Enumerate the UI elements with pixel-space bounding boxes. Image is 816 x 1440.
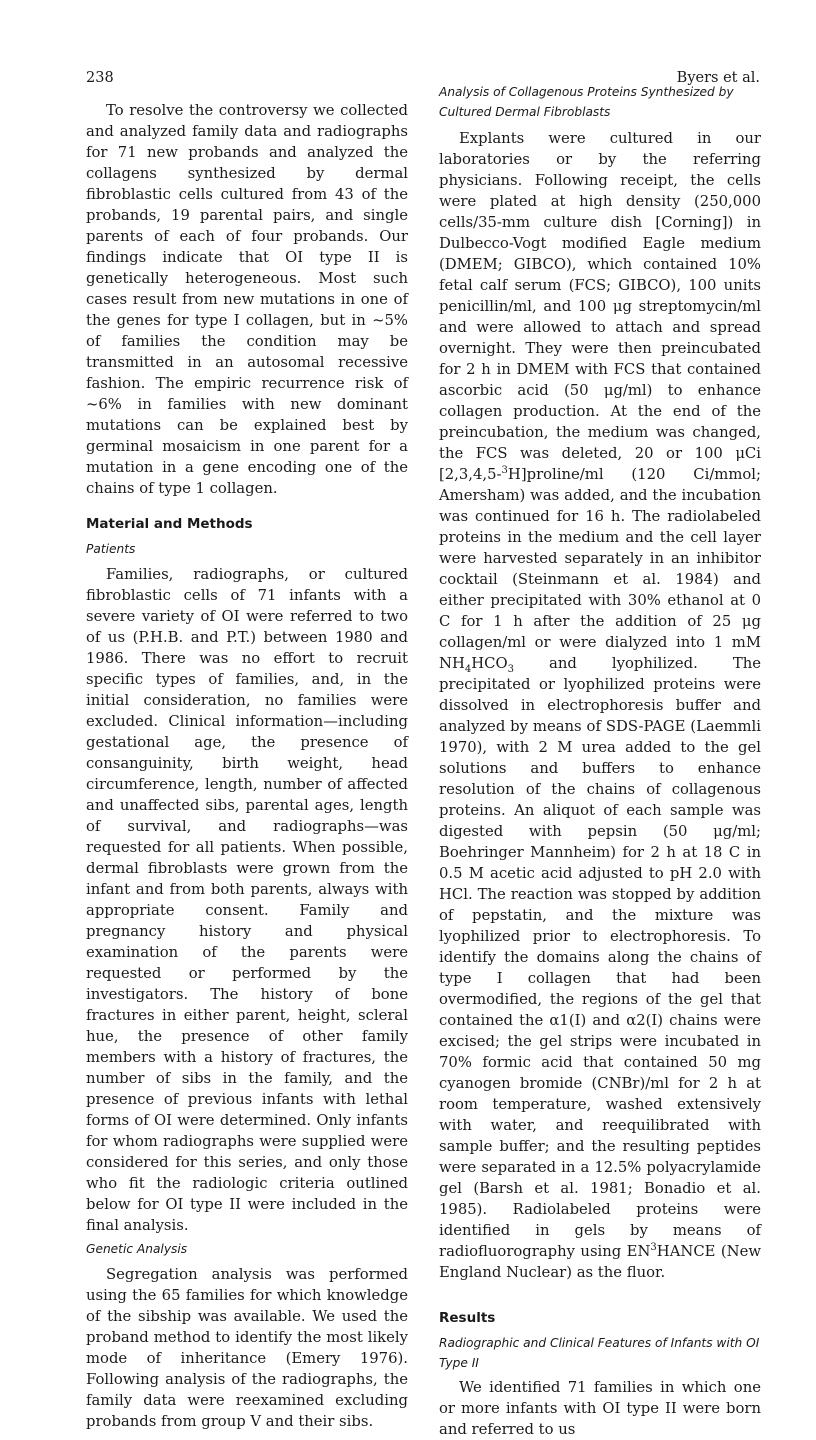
intro-paragraph: To resolve the controversy we collected and analyzed family data and radiographs for 71 new probands and analyzed the collagens synthesized by dermal fibroblastic cells cultured from 43 of the probands, 19 parental pairs, and single parents of each of four probands. Our findings indicate that OI type II is genetically heterogeneous. Most such cases result from new mutations in one of the genes for type I collagen, but in ~5% of families the condition may be transmitted in an autosomal recessive fashion. The empiric recurrence risk of ~6% in families with new dominant mutations can be explained best by germinal mosaicism in one parent for a mutation in a gene encoding one of the chains of type 1 collagen.	[86, 102, 408, 497]
subscript-3: 3	[507, 663, 514, 675]
superscript-3h: 3	[501, 465, 508, 477]
text-segment: H]proline/ml (120 Ci/mmol; Amersham) was added, and the incubation was continued for 16 h. The radiolabeled proteins in the medium and the cell layer were harvested separately in an inhibitor cocktail (Steinmann et al. 1984) and either precipitated with 30% ethanol at 0 C for 1 h after the addition of 25 μg collagen/ml or were dialyzed into 1 mM NH	[439, 466, 761, 672]
page-number: 238	[86, 70, 114, 86]
text-segment: HCO	[471, 655, 508, 672]
results-paragraph: We identified 71 families in which one or more infants with OI type II were born and referred to us	[439, 1379, 761, 1438]
section-heading-material-methods: Material and Methods	[86, 516, 253, 532]
patients-paragraph: Families, radiographs, or cultured fibroblastic cells of 71 infants with a severe variety of OI were referred to two of us (P.H.B. and P.T.) between 1980 and 1986. There was no effort to recruit specific types of families, and, in the initial consideration, no families were excluded. Clinical information—including gestational age, the presence of consanguinity, birth weight, head circumference, length, number of affected and unaffected sibs, parental ages, length of survival, and radiographs—was requested for all patients. When possible, dermal fibroblasts were grown from the infant and from both parents, always with appropriate consent. Family and pregnancy history and physical examination of the parents were requested or performed by the investigators. The history of bone fractures in either parent, height, scleral hue, the presence of other family members with a history of fractures, the number of sibs in the family, and the presence of previous infants with lethal forms of OI were determined. Only infants for whom radiographs were supplied were considered for this series, and only those who fit the radiologic criteria outlined below for OI type II were included in the final analysis.	[86, 566, 408, 1234]
subheading-genetic-analysis: Genetic Analysis	[86, 1242, 188, 1256]
subheading-patients: Patients	[86, 542, 136, 556]
running-head-authors: Byers et al.	[676, 70, 760, 86]
superscript-en3: 3	[650, 1242, 657, 1254]
genetic-analysis-paragraph: Segregation analysis was performed using the 65 families for which knowledge of the sibship was available. We used the proband method to identify the most likely mode of inheritance (Emery 1976). Following analysis of the radiographs, the family data were reexamined excluding probands from group V and their sibs.	[86, 1266, 408, 1430]
subheading-radiographic-features: Radiographic and Clinical Features of Infants with OI Type II	[439, 1336, 760, 1370]
subheading-collagenous-proteins: Analysis of Collagenous Proteins Synthesized by Cultured Dermal Fibroblasts	[439, 85, 734, 119]
subscript-4: 4	[464, 663, 472, 675]
text-segment: and lyophilized. The precipitated or lyophilized proteins were dissolved in electrophoresis buffer and analyzed by means of SDS-PAGE (Laemmli 1970), with 2 M urea added to the gel solutions and buffers to enhance resolution of the chains of collagenous proteins. An aliquot of each sample was digested with pepsin (50 μg/ml; Boehringer Mannheim) for 2 h at 18 C in 0.5 M acetic acid adjusted to pH 2.0 with HCl. The reaction was stopped by addition of pepstatin, and the mixture was lyophilized prior to electrophoresis. To identify the domains along the chains of type I collagen that had been overmodified, the regions of the gel that contained the α1(I) and α2(I) chains were excised; the gel strips were incubated in 70% formic acid that contained 50 mg cyanogen bromide (CNBr)/ml for 2 h at room temperature, washed extensively with water, and reequilibrated with sample buffer; and the resulting peptides were separated in a 12.5% polyacrylamide gel (Barsh et al. 1981; Bonadio et al. 1985). Radiolabeled proteins were identified in gels by means of radiofluorography using EN	[439, 655, 761, 1260]
text-segment: HANCE (New England Nuclear) as the fluor.	[439, 1243, 761, 1281]
text-segment: Explants were cultured in our laboratories or by the referring physicians. Following receipt, the cells were plated at high density (250,000 cells/35-mm culture dish [Corning]) in Dulbecco-Vogt modified Eagle medium (DMEM; GIBCO), which contained 10% fetal calf serum (FCS; GIBCO), 100 units penicillin/ml, and 100 μg streptomycin/ml and were allowed to attach and spread overnight. They were then preincubated for 2 h in DMEM with FCS that contained ascorbic acid (50 μg/ml) to enhance collagen production. At the end of the preincubation, the medium was changed, the FCS was deleted, 20 or 100 μCi [2,3,4,5-	[439, 130, 761, 483]
section-heading-results: Results	[439, 1310, 496, 1326]
left-column	[86, 100, 408, 1432]
collagen-methods-paragraph	[439, 128, 761, 1283]
right-column	[439, 82, 761, 1440]
